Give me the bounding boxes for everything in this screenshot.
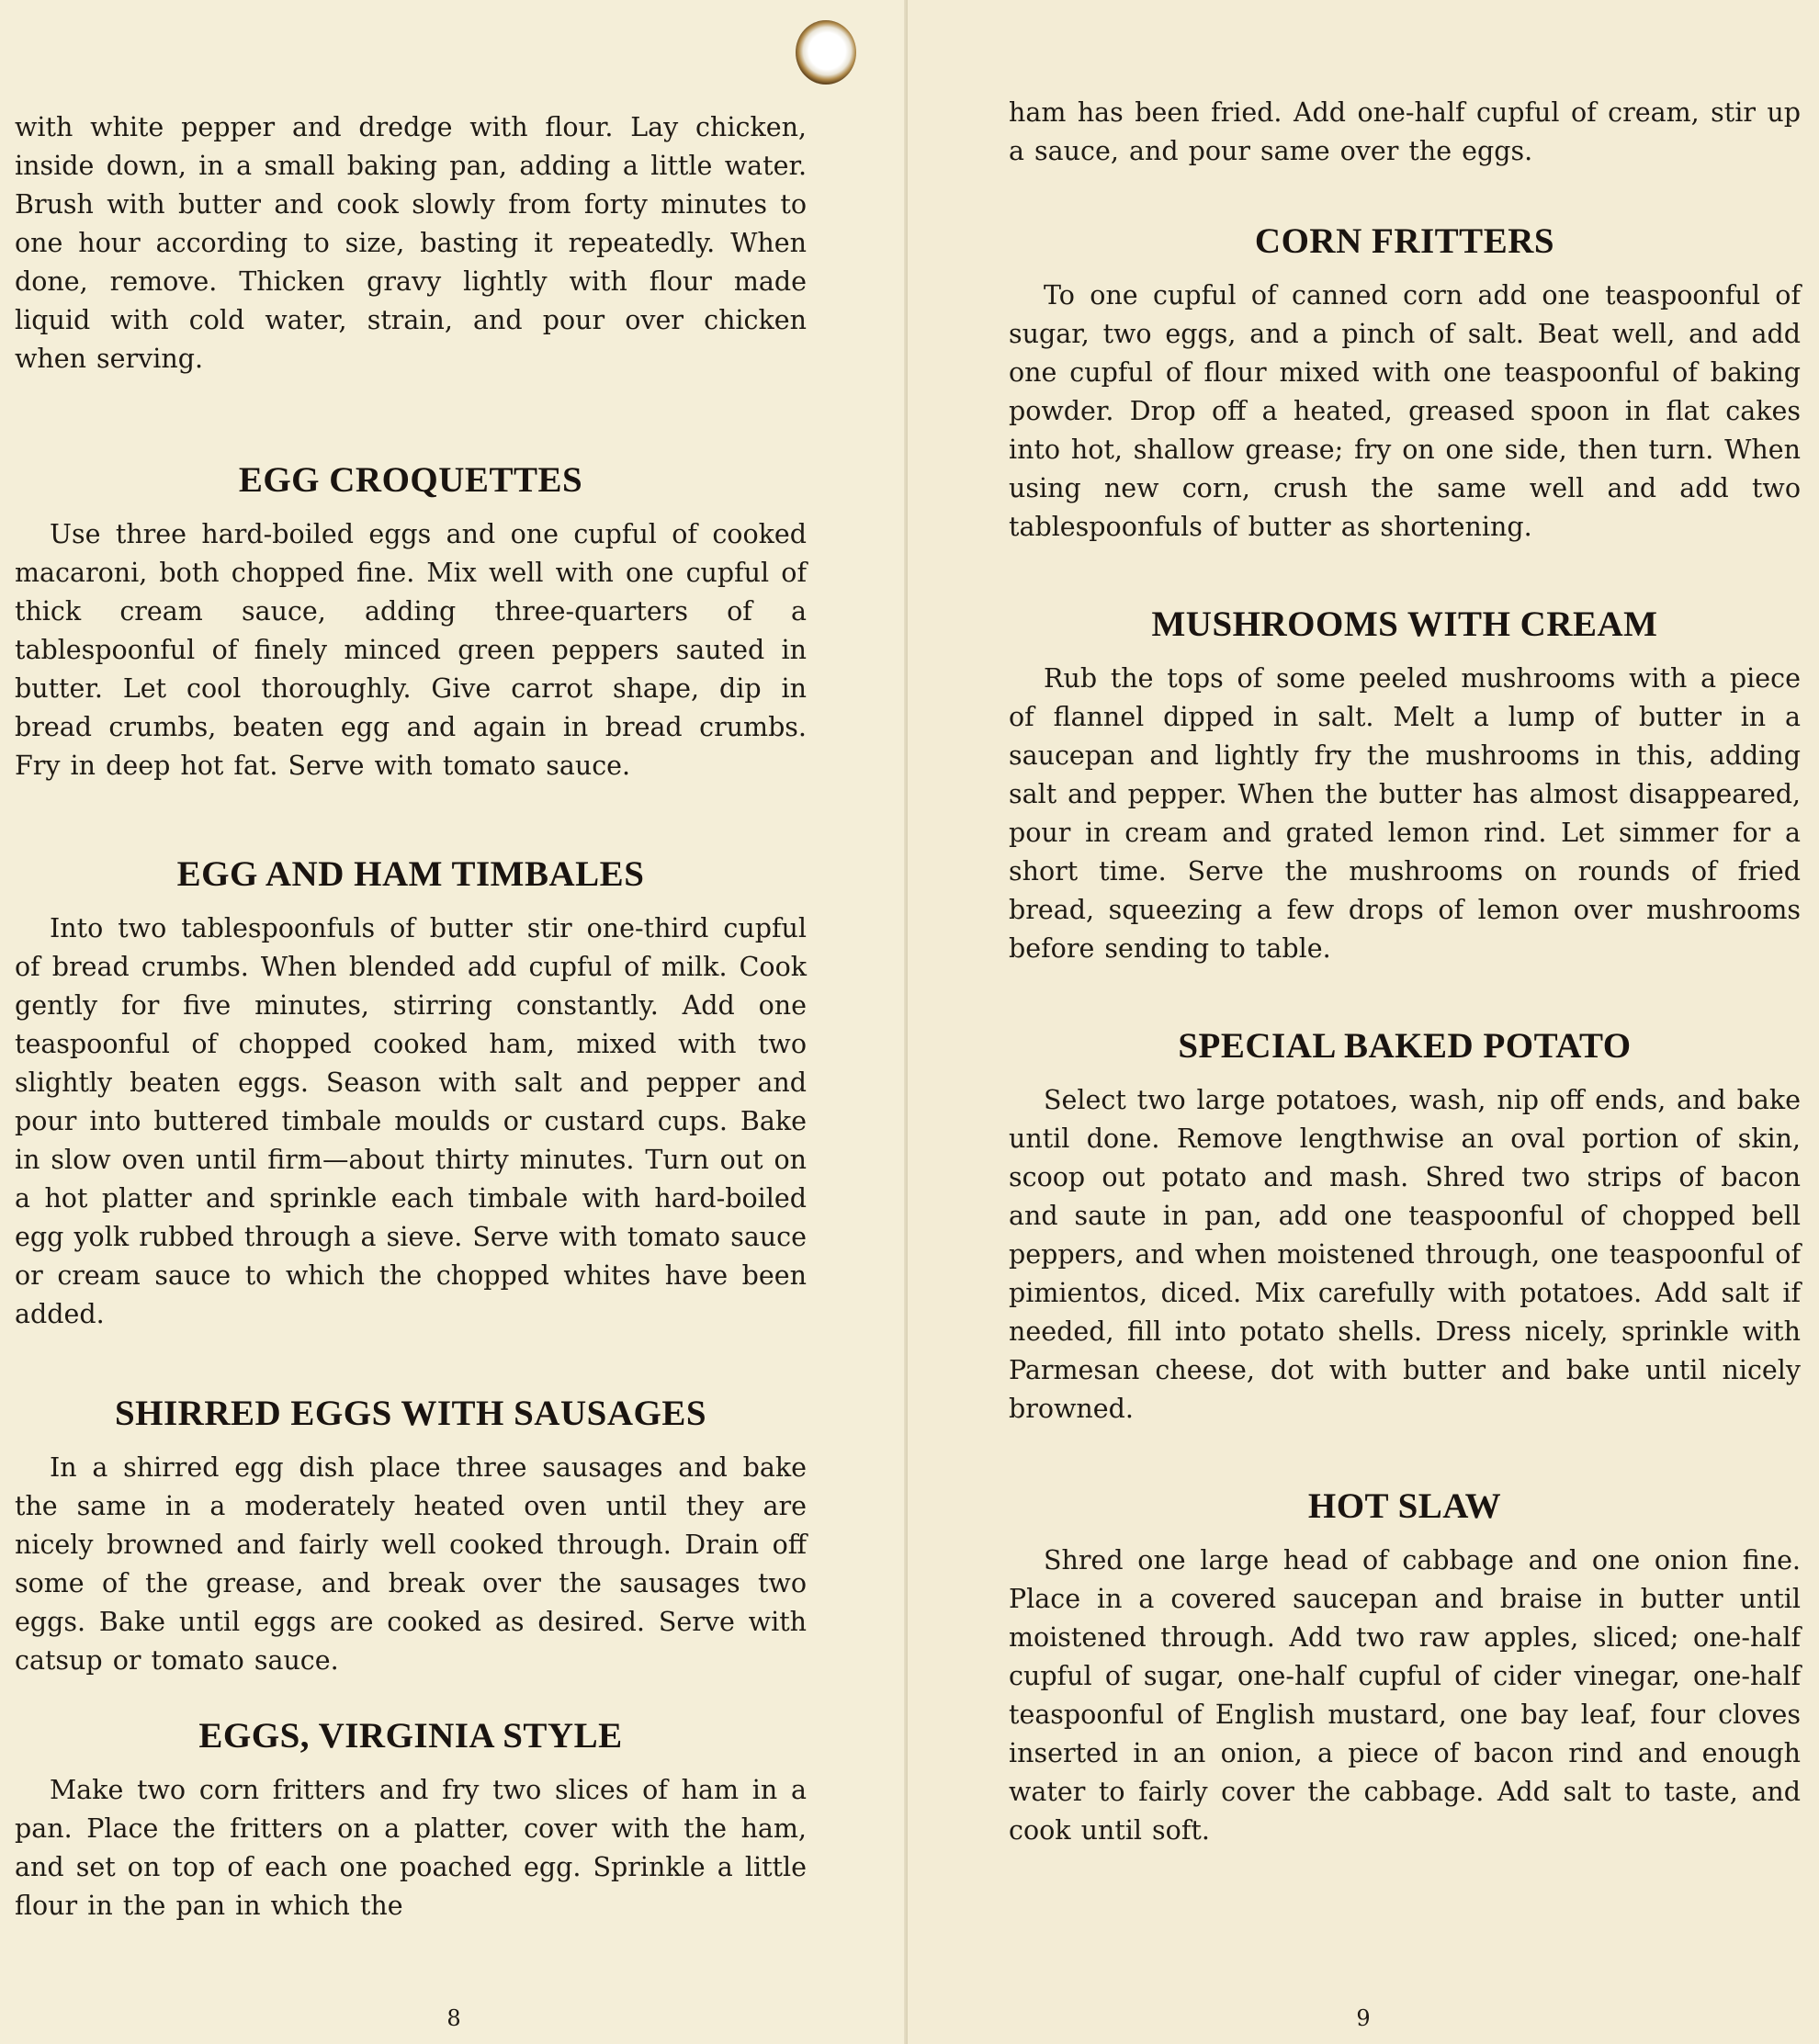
- recipe-body: Shred one large head of cabbage and one onion fine. Place in a covered saucepan and braise in butter until moistened through. Add two raw apples, sliced; one-half cupful of sugar, one-half cupful of cider vinegar, one-half teaspoonful of English mustard, one bay leaf, four cloves inserted in an onion, a piece of bacon rind and enough water to fairly cover the cabbage. Add salt to taste, and cook until soft.: [1009, 1545, 1801, 1846]
- recipe-hot-slaw: [1009, 1485, 1801, 1850]
- recipe-title: EGG AND HAM TIMBALES: [176, 854, 645, 894]
- recipe-title: HOT SLAW: [1307, 1486, 1502, 1526]
- recipe-egg-croquettes: [15, 459, 807, 785]
- continuation-text: ham has been fried. Add one-half cupful of cream, stir up a sauce, and pour same over the eggs.: [1009, 97, 1801, 166]
- recipe-body: In a shirred egg dish place three sausages and bake the same in a moderately heated oven until they are nicely browned and fairly well cooked through. Drain off some of the grease, and break over the sausages two eggs. Bake until eggs are cooked as desired. Serve with catsup or tomato sauce.: [15, 1452, 807, 1676]
- page-number: 8: [446, 2005, 461, 2031]
- recipe-egg-and-ham-timbales: [15, 853, 807, 1334]
- recipe-special-baked-potato: [1009, 1025, 1801, 1429]
- left-page: [0, 0, 908, 2044]
- continuation-text: with white pepper and dredge with flour. Lay chicken, inside down, in a small baking pan, adding a little water. Brush with butter and cook slowly from forty minutes to one hour according to size, basting it repeatedly. When done, remove. Thicken gravy lightly with flour made liquid with cold water, strain, and pour over chicken when serving.: [15, 112, 807, 374]
- right-page: [908, 0, 1819, 2044]
- recipe-body: Make two corn fritters and fry two slices of ham in a pan. Place the fritters on a platter, cover with the ham, and set on top of each one poached egg. Sprinkle a little flour in the pan in which the: [15, 1775, 807, 1921]
- recipe-title: EGGS, VIRGINIA STYLE: [198, 1716, 623, 1756]
- recipe-title: SPECIAL BAKED POTATO: [1178, 1026, 1632, 1066]
- recipe-body: Use three hard-boiled eggs and one cupful of cooked macaroni, both chopped fine. Mix well with one cupful of thick cream sauce, adding three-quarters of a tablespoonful of finely minced green peppers sauted in butter. Let cool thoroughly. Give carrot shape, dip in bread crumbs, beaten egg and again in bread crumbs. Fry in deep hot fat. Serve with tomato sauce.: [15, 519, 807, 781]
- recipe-eggs-virginia-style: [15, 1715, 807, 1925]
- recipe-corn-fritters: [1009, 220, 1801, 547]
- recipe-title: CORN FRITTERS: [1254, 221, 1555, 261]
- recipe-shirred-eggs-with-sausages: [15, 1393, 807, 1680]
- page-number: 9: [1356, 2005, 1371, 2031]
- recipe-body: To one cupful of canned corn add one teaspoonful of sugar, two eggs, and a pinch of salt. Beat well, and add one cupful of flour mixed with one teaspoonful of baking powder. Drop off a heated, greased spoon in flat cakes into hot, shallow grease; fry on one side, then turn. When using new corn, crush the same well and add two tablespoonfuls of butter as shortening.: [1009, 280, 1801, 542]
- recipe-title: SHIRRED EGGS WITH SAUSAGES: [114, 1394, 707, 1433]
- recipe-title: MUSHROOMS WITH CREAM: [1151, 604, 1658, 644]
- recipe-mushrooms-with-cream: [1009, 604, 1801, 968]
- recipe-title: EGG CROQUETTES: [238, 460, 583, 500]
- binding-hole-icon: [796, 20, 856, 85]
- recipe-body: Select two large potatoes, wash, nip off ends, and bake until done. Remove lengthwise an oval portion of skin, scoop out potato and mash. Shred two strips of bacon and saute in pan, add one teaspoonful of chopped bell peppers, and when moistened through, one teaspoonful of pimientos, diced. Mix carefully with potatoes. Add salt if needed, fill into potato shells. Dress nicely, sprinkle with Parmesan cheese, dot with butter and bake until nicely browned.: [1009, 1085, 1801, 1424]
- recipe-body: Rub the tops of some peeled mushrooms with a piece of flannel dipped in salt. Melt a lump of butter in a saucepan and lightly fry the mushrooms in this, adding salt and pepper. When the butter has almost disappeared, pour in cream and grated lemon rind. Let simmer for a short time. Serve the mushrooms on rounds of fried bread, squeezing a few drops of lemon over mushrooms before sending to table.: [1009, 663, 1801, 964]
- recipe-body: Into two tablespoonfuls of butter stir one-third cupful of bread crumbs. When blended add cupful of milk. Cook gently for five minutes, stirring constantly. Add one teaspoonful of chopped cooked ham, mixed with two slightly beaten eggs. Season with salt and pepper and pour into buttered timbale moulds or custard cups. Bake in slow oven until firm—about thirty minutes. Turn out on a hot platter and sprinkle each timbale with hard-boiled egg yolk rubbed through a sieve. Serve with tomato sauce or cream sauce to which the chopped whites have been added.: [15, 913, 807, 1329]
